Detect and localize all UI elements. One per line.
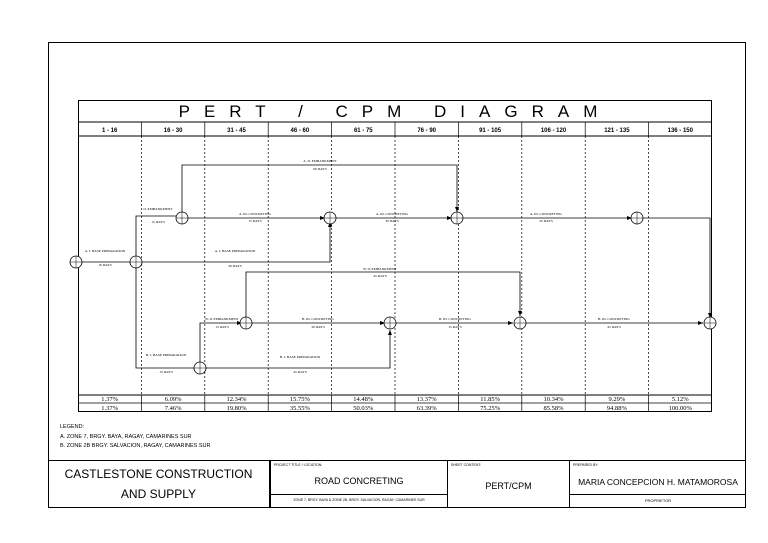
period-header: 106 - 120 <box>540 128 567 134</box>
period-header: 16 - 30 <box>163 128 183 134</box>
label-b-base-prep-1-days: 15 DAYS <box>159 370 173 374</box>
label-a-concreting-2-days: 30 DAYS <box>385 219 399 223</box>
cumulative-percent: 7.46% <box>164 405 182 412</box>
period-percent: 9.29% <box>608 396 626 403</box>
label-a-concreting-3: A. III. CONCRETING <box>529 212 563 216</box>
label-embankment-top-days: 15 DAYS <box>151 220 165 224</box>
project-label: PROJECT TITLE / LOCATION: <box>274 463 323 467</box>
label-a-concreting-2: A. III. CONCRETING <box>375 212 409 216</box>
label-b-embankment-2-days: 15 DAYS <box>215 325 229 329</box>
period-header: 61 - 75 <box>353 128 373 134</box>
legend-title: LEGEND: <box>60 424 85 430</box>
cumulative-percent: 85.58% <box>543 405 564 412</box>
label-a-base-prep-2-days: 30 DAYS <box>228 264 242 268</box>
period-percent: 11.85% <box>480 396 501 403</box>
prepared-by: MARIA CONCEPCION H. MATAMOROSA <box>578 477 738 487</box>
period-percent: 12.34% <box>226 396 247 403</box>
project-cell <box>270 460 448 508</box>
legend <box>60 423 210 452</box>
prepared-label: PREPARED BY: <box>573 463 599 467</box>
project-title: ROAD CONCRETING <box>314 476 404 486</box>
period-header: 46 - 60 <box>290 128 310 134</box>
label-b-concreting-2-days: 15 DAYS <box>448 325 462 329</box>
sheet-cell <box>448 460 570 508</box>
cumulative-percent: 75.25% <box>480 405 501 412</box>
cumulative-percent: 100.00% <box>668 405 692 412</box>
label-b-embankment-days: 45 DAYS <box>373 274 387 278</box>
label-a-base-prep-2: A. I. BASE PREPARATION <box>214 249 256 253</box>
company-cell <box>48 460 270 508</box>
label-a-embankment-days: 60 DAYS <box>313 167 327 171</box>
label-a-base-prep: A. I. BASE PREPARATION <box>84 249 126 253</box>
sheet-label: SHEET CONTENT: <box>451 463 482 467</box>
company-name: CASTLESTONE CONSTRUCTION AND SUPPLY <box>64 467 253 501</box>
period-percent: 14.48% <box>353 396 374 403</box>
project-divider <box>271 494 447 495</box>
period-header: 31 - 45 <box>227 128 246 134</box>
legend-item-b: B. ZONE 2B BRGY. SALVACION, RAGAY, CAMARINES SUR <box>60 443 211 449</box>
label-b-embankment-2: B. II. EMBANKMENT <box>205 317 239 321</box>
prepared-divider <box>570 494 746 495</box>
label-b-base-prep-1: B. I. BASE PREPARATION <box>145 353 187 357</box>
label-b-base-prep-2-days: 45 DAYS <box>293 370 307 374</box>
project-location: ZONE 7, BRGY. BAYA & ZONE 2B, BRGY. SALVACION, RAGAY, CAMARINES SUR <box>293 498 425 502</box>
period-percent: 6.09% <box>164 396 182 403</box>
period-percent: 1.37% <box>101 396 119 403</box>
period-header: 136 - 150 <box>667 128 693 134</box>
period-header: 1 - 16 <box>102 128 118 134</box>
label-a-base-prep-days: 16 DAYS <box>98 263 112 267</box>
label-a-concreting-3-days: 45 DAYS <box>539 219 553 223</box>
legend-item-a: A. ZONE 7, BRGY. BAYA, RAGAY, CAMARINES SUR <box>60 433 192 440</box>
label-b-concreting-1-days: 30 DAYS <box>311 325 325 329</box>
period-percent: 13.37% <box>416 396 437 403</box>
label-a-embankment: A. II. EMBANKMENT <box>303 159 337 163</box>
period-percent: 15.75% <box>289 396 310 403</box>
period-percent: 10.34% <box>543 396 564 403</box>
label-embankment-top: II. EMBANKMENT <box>143 207 173 211</box>
cumulative-percent: 35.55% <box>289 405 310 412</box>
period-header: 121 - 135 <box>604 128 630 134</box>
cumulative-percent: 1.37% <box>101 405 119 412</box>
label-a-concreting-1-days: 15 DAYS <box>248 219 262 223</box>
label-b-embankment: B. II. EMBANKMENT <box>363 267 397 271</box>
label-b-concreting-3-days: 45 DAYS <box>607 325 621 329</box>
label-b-concreting-2: B. III. CONCRETING <box>439 317 471 321</box>
label-b-base-prep-2: B. I. BASE PREPARATION <box>279 355 321 359</box>
sheet-content: PERT/CPM <box>485 481 532 491</box>
cumulative-percent: 94.88% <box>606 405 627 412</box>
role: PROPRIETOR <box>644 498 672 503</box>
period-percent: 5.12% <box>671 396 689 403</box>
label-a-concreting-1: A. III. CONCRETING <box>238 212 272 216</box>
title-block <box>48 460 746 508</box>
cumulative-percent: 19.80% <box>226 405 247 412</box>
period-header: 91 - 105 <box>479 128 502 134</box>
period-header: 76 - 90 <box>417 128 437 134</box>
diagram-title: PERT / CPM DIAGRAM <box>178 102 612 121</box>
cumulative-percent: 63.39% <box>416 405 437 412</box>
cumulative-percent: 50.03% <box>353 405 374 412</box>
label-b-concreting-3: B. III. CONCRETING <box>598 317 630 321</box>
prepared-cell <box>570 460 746 508</box>
label-b-concreting-1: B. III. CONCRETING <box>302 317 334 321</box>
